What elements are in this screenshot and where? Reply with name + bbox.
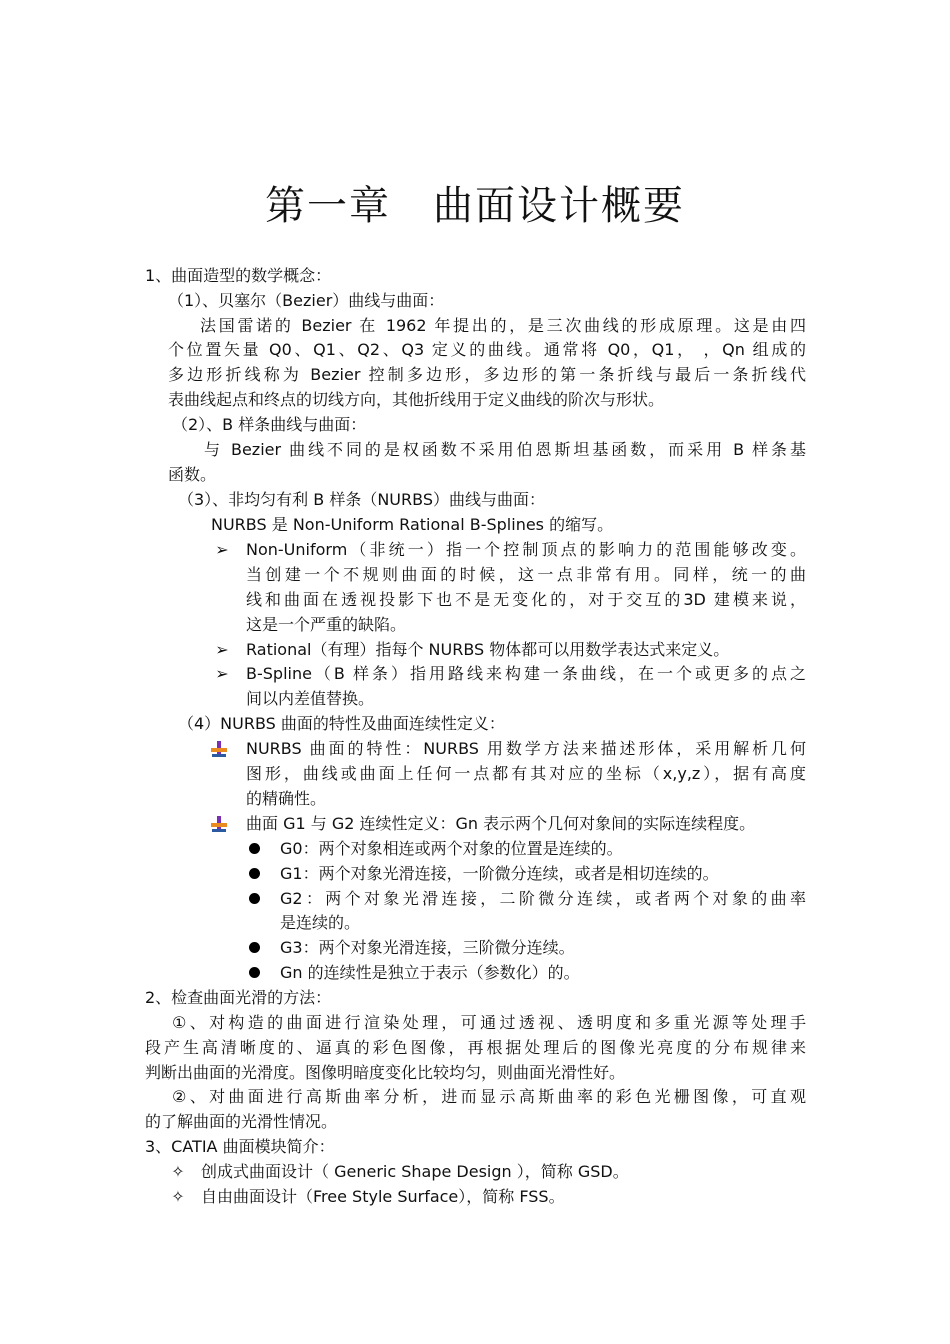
list-item: Gn 的连续性是独立于表示（参数化）的。 xyxy=(280,963,580,982)
section-heading-3: 3、CATIA 曲面模块简介： xyxy=(145,1137,335,1156)
paragraph-line: 多边形折线称为 Bezier 控制多边形，多边形的第一条折线与最后一条折线代 xyxy=(168,365,806,384)
subsection-heading-4: （4）NURBS 曲面的特性及曲面连续性定义： xyxy=(178,714,505,733)
list-item-continuation: 这是一个严重的缺陷。 xyxy=(246,615,407,634)
paragraph-line: 法国雷诺的 Bezier 在 1962 年提出的，是三次曲线的形成原理。这是由四 xyxy=(200,316,806,335)
list-item: G3：两个对象光滑连接，三阶微分连续。 xyxy=(280,938,575,957)
paragraph-line: ②、对曲面进行高斯曲率分析，进而显示高斯曲率的彩色光栅图像，可直观 xyxy=(172,1087,806,1106)
list-item: G1：两个对象光滑连接，一阶微分连续，或者是相切连续的。 xyxy=(280,864,719,883)
dot-bullet-icon xyxy=(244,862,264,886)
list-item: Rational（有理）指每个 NURBS 物体都可以用数学表达式来定义。 xyxy=(246,640,730,659)
list-item-continuation: 当创建一个不规则曲面的时候，这一点非常有用。同样，统一的曲 xyxy=(246,565,806,584)
book-bullet-icon xyxy=(210,737,230,761)
list-item-continuation: 间以内差值替换。 xyxy=(246,689,375,708)
dot-bullet-icon xyxy=(244,837,264,861)
list-item: B-Spline（B 样条）指用路线来构建一条曲线，在一个或更多的点之 xyxy=(246,664,806,683)
paragraph-line: 与 Bezier 曲线不同的是权函数不采用伯恩斯坦基函数，而采用 B 样条基 xyxy=(204,440,806,459)
paragraph-line: 判断出曲面的光滑度。图像明暗度变化比较均匀，则曲面光滑性好。 xyxy=(145,1063,626,1082)
subsection-heading-1: （1）、贝塞尔（Bezier）曲线与曲面： xyxy=(168,291,445,310)
dot-bullet-icon xyxy=(244,936,264,960)
book-bullet-icon xyxy=(210,812,230,836)
arrow-bullet-icon: ➢ xyxy=(215,540,229,559)
list-item: NURBS 曲面的特性：NURBS 用数学方法来描述形体，采用解析几何 xyxy=(246,739,806,758)
list-item-continuation: 的精确性。 xyxy=(246,789,327,808)
paragraph-line: ①、对构造的曲面进行渲染处理，可通过透视、透明度和多重光源等处理手 xyxy=(172,1013,806,1032)
list-item: Non-Uniform（非统一）指一个控制顶点的影响力的范围能够改变。 xyxy=(246,540,806,559)
list-item: G2：两个对象光滑连接，二阶微分连续，或者两个对象的曲率 xyxy=(280,889,806,908)
subsection-heading-2: （2）、B 样条曲线与曲面： xyxy=(172,415,367,434)
section-heading-2: 2、检查曲面光滑的方法： xyxy=(145,988,332,1007)
arrow-bullet-icon: ➢ xyxy=(215,664,229,683)
dot-bullet-icon xyxy=(244,961,264,985)
chapter-title: 第一章 曲面设计概要 xyxy=(265,183,685,229)
paragraph-line: 表曲线起点和终点的切线方向，其他折线用于定义曲线的阶次与形状。 xyxy=(168,390,665,409)
section-heading-1: 1、曲面造型的数学概念： xyxy=(145,266,332,285)
list-item-continuation: 图形，曲线或曲面上任何一点都有其对应的坐标（x,y,z），据有高度 xyxy=(246,764,806,783)
diamond-bullet-icon: ✧ xyxy=(171,1187,185,1206)
list-item-continuation: 线和曲面在透视投影下也不是无变化的，对于交互的3D 建模来说， xyxy=(246,590,806,609)
list-item: 创成式曲面设计（ Generic Shape Design ），简称 GSD。 xyxy=(201,1162,629,1181)
diamond-bullet-icon: ✧ xyxy=(171,1162,185,1181)
paragraph-line: 段产生高清晰度的、逼真的彩色图像，再根据处理后的图像光亮度的分布规律来 xyxy=(145,1038,806,1057)
paragraph-line: 个位置矢量 Q0、Q1、Q2、Q3 定义的曲线。通常将 Q0，Q1， ，Qn 组成的 xyxy=(168,340,806,359)
paragraph-line: 函数。 xyxy=(168,465,217,484)
paragraph-line: 的了解曲面的光滑性情况。 xyxy=(145,1112,338,1131)
subsection-heading-3: （3）、非均匀有利 B 样条（NURBS）曲线与曲面： xyxy=(178,490,545,509)
arrow-bullet-icon: ➢ xyxy=(215,640,229,659)
list-item-continuation: 是连续的。 xyxy=(280,913,361,932)
dot-bullet-icon xyxy=(244,887,264,911)
list-item: 曲面 G1 与 G2 连续性定义：Gn 表示两个几何对象间的实际连续程度。 xyxy=(246,814,756,833)
list-item: 自由曲面设计（Free Style Surface），简称 FSS。 xyxy=(201,1187,565,1206)
list-item: G0：两个对象相连或两个对象的位置是连续的。 xyxy=(280,839,623,858)
paragraph-line: NURBS 是 Non-Uniform Rational B-Splines 的缩写。 xyxy=(211,515,614,534)
